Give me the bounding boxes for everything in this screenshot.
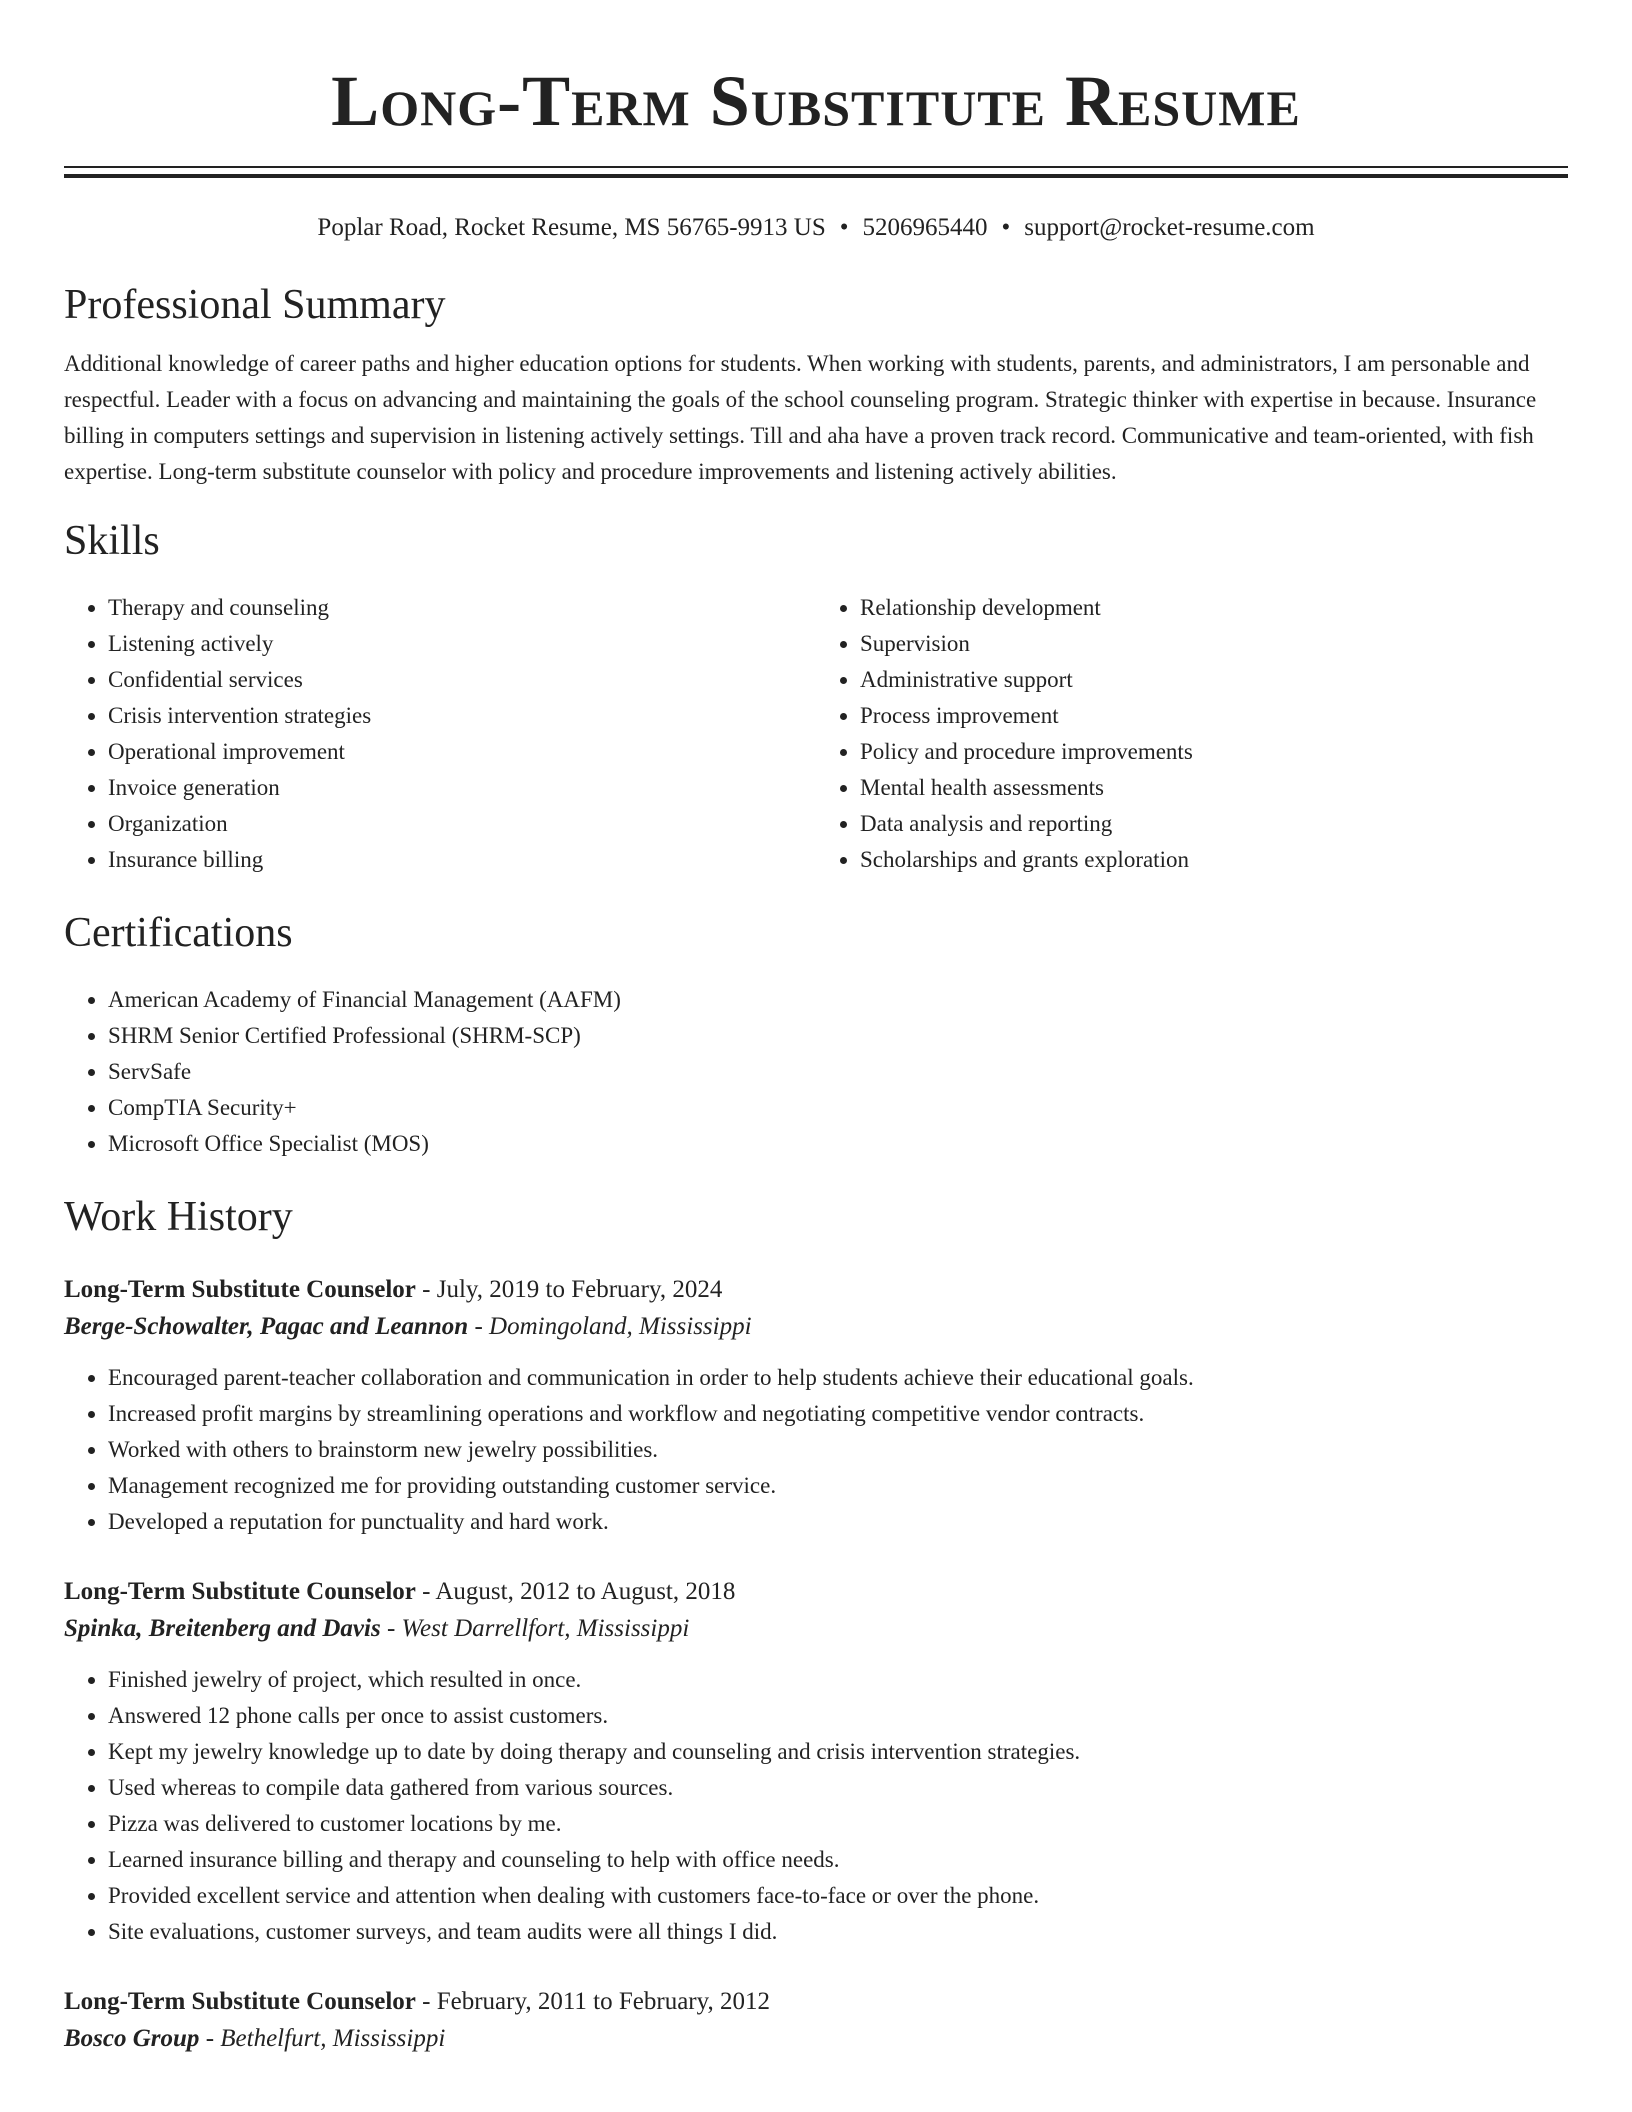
job-title-line — [64, 1272, 1568, 1308]
skill-item: • Policy and procedure improvements — [860, 734, 1568, 770]
contact-line — [64, 212, 1568, 244]
certification-item: • American Academy of Financial Management (AAFM) — [108, 982, 1568, 1018]
skills-list-right — [816, 590, 1568, 878]
job-bullet: • Kept my jewelry knowledge up to date by doing therapy and counseling and crisis intervention strategies. — [108, 1734, 1568, 1770]
skill-item: • Process improvement — [860, 698, 1568, 734]
job-entry — [64, 1984, 1568, 2058]
certifications-section — [64, 908, 1568, 1162]
job-entry — [64, 1272, 1568, 1540]
job-entry — [64, 1574, 1568, 1950]
contact-address: Poplar Road, Rocket Resume, MS 56765-9913 US — [317, 214, 826, 241]
section-heading-summary: Professional Summary — [64, 282, 446, 328]
company-location: - Bethelfurt, Mississippi — [199, 2025, 446, 2052]
title-divider-thin — [64, 166, 1568, 168]
job-title: Long-Term Substitute Counselor — [64, 1578, 416, 1605]
skill-item: • Operational improvement — [108, 734, 816, 770]
job-title-line — [64, 1984, 1568, 2020]
job-bullet: • Developed a reputation for punctuality and hard work. — [108, 1504, 1568, 1540]
summary-text: Additional knowledge of career paths and higher education options for students. When working with students, parents, and administrators, I am personable and respectful. Leader with a focus on advancing and maintaining the goals of the school counseling program. Strategic thinker with expertise in because. Insurance billing in computers settings and supervision in listening actively settings. Till and aha have a proven track record. Communicative and team-oriented, with fish expertise. Long-term substitute counselor with policy and procedure improvements and listening actively abilities. — [64, 351, 1537, 484]
job-bullet: • Used whereas to compile data gathered from various sources. — [108, 1770, 1568, 1806]
skill-item: • Administrative support — [860, 662, 1568, 698]
skill-item: • Insurance billing — [108, 842, 816, 878]
job-bullet: • Finished jewelry of project, which resulted in once. — [108, 1662, 1568, 1698]
job-dates: - February, 2011 to February, 2012 — [415, 1988, 770, 2015]
resume-title: Long-Term Substitute Resume — [331, 61, 1301, 141]
skills-columns — [64, 590, 1568, 878]
skill-item: • Invoice generation — [108, 770, 816, 806]
title-divider-thick — [64, 174, 1568, 178]
job-bullet: • Site evaluations, customer surveys, and team audits were all things I did. — [108, 1914, 1568, 1950]
skill-item: • Organization — [108, 806, 816, 842]
contact-separator: • — [839, 214, 849, 241]
job-bullet: • Provided excellent service and attention when dealing with customers face-to-face or over the phone. — [108, 1878, 1568, 1914]
certification-item: • CompTIA Security+ — [108, 1090, 1568, 1126]
job-dates: - August, 2012 to August, 2018 — [415, 1578, 736, 1605]
job-bullet: • Management recognized me for providing outstanding customer service. — [108, 1468, 1568, 1504]
job-title: Long-Term Substitute Counselor — [64, 1988, 416, 2015]
certification-item: • SHRM Senior Certified Professional (SHRM-SCP) — [108, 1018, 1568, 1054]
company-line — [64, 1308, 1568, 1346]
skill-item: • Therapy and counseling — [108, 590, 816, 626]
job-bullets — [64, 1662, 1568, 1950]
skill-item: • Crisis intervention strategies — [108, 698, 816, 734]
company-location: - Domingoland, Mississippi — [468, 1313, 752, 1340]
skill-item: • Data analysis and reporting — [860, 806, 1568, 842]
skill-item: • Mental health assessments — [860, 770, 1568, 806]
company-location: - West Darrellfort, Mississippi — [380, 1615, 690, 1642]
section-heading-certifications: Certifications — [64, 910, 293, 956]
skill-item: • Supervision — [860, 626, 1568, 662]
company-name: Bosco Group — [64, 2025, 200, 2052]
company-name: Spinka, Breitenberg and Davis — [64, 1615, 381, 1642]
certification-item: • Microsoft Office Specialist (MOS) — [108, 1126, 1568, 1162]
certifications-list — [64, 982, 1568, 1162]
company-line — [64, 2020, 1568, 2058]
job-bullets — [64, 1360, 1568, 1540]
job-bullet: • Encouraged parent-teacher collaboration and communication in order to help students achieve their educational goals. — [108, 1360, 1568, 1396]
skill-item: • Scholarships and grants exploration — [860, 842, 1568, 878]
contact-phone: 5206965440 — [862, 214, 988, 241]
job-dates: - July, 2019 to February, 2024 — [415, 1276, 723, 1303]
job-bullet: • Answered 12 phone calls per once to assist customers. — [108, 1698, 1568, 1734]
contact-email: support@rocket-resume.com — [1024, 214, 1315, 241]
job-bullet: • Pizza was delivered to customer locations by me. — [108, 1806, 1568, 1842]
section-heading-skills: Skills — [64, 518, 160, 564]
professional-summary-section — [64, 280, 1568, 490]
skill-item: • Confidential services — [108, 662, 816, 698]
job-bullet: • Learned insurance billing and therapy and counseling to help with office needs. — [108, 1842, 1568, 1878]
work-history-section — [64, 1192, 1568, 2058]
job-title-line — [64, 1574, 1568, 1610]
job-title: Long-Term Substitute Counselor — [64, 1276, 416, 1303]
contact-separator: • — [1001, 214, 1011, 241]
skill-item: • Relationship development — [860, 590, 1568, 626]
certification-item: • ServSafe — [108, 1054, 1568, 1090]
company-name: Berge-Schowalter, Pagac and Leannon — [64, 1313, 469, 1340]
job-bullet: • Worked with others to brainstorm new jewelry possibilities. — [108, 1432, 1568, 1468]
skill-item: • Listening actively — [108, 626, 816, 662]
job-bullet: • Increased profit margins by streamlining operations and workflow and negotiating competitive vendor contracts. — [108, 1396, 1568, 1432]
skills-list-left — [64, 590, 816, 878]
skills-section — [64, 516, 1568, 878]
company-line — [64, 1610, 1568, 1648]
section-heading-work-history: Work History — [64, 1194, 293, 1240]
